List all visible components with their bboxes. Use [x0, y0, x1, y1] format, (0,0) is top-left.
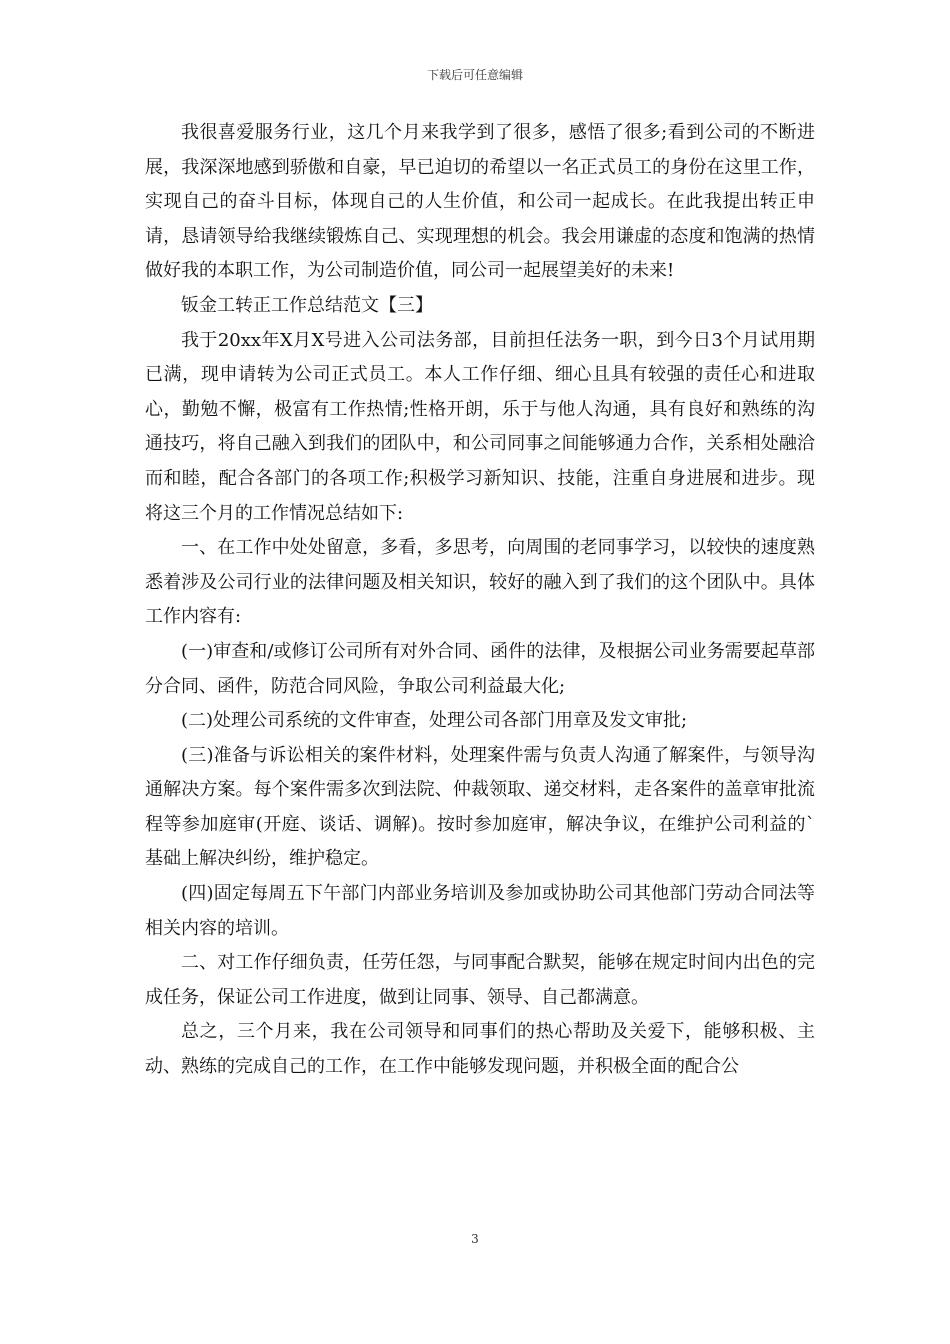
paragraph: 一、在工作中处处留意，多看，多思考，向周围的老同事学习，以较快的速度熟悉着涉及公司行业的法律问题及相关知识，较好的融入到了我们的这个团队中。具体工作内容有:: [145, 537, 815, 628]
paragraph: 二、对工作仔细负责，任劳任怨，与同事配合默契，能够在规定时间内出色的完成任务，保证公司工作进度，做到让同事、领导、自己都满意。: [145, 952, 815, 1008]
list-item: (四)固定每周五下午部门内部业务培训及参加或协助公司其他部门劳动合同法等相关内容的培训。: [145, 883, 815, 939]
paragraph: 总之，三个月来，我在公司领导和同事们的热心帮助及关爱下，能够积极、主动、熟练的完成自己的工作，在工作中能够发现问题，并积极全面的配合公: [145, 1021, 815, 1078]
page-header: 下载后可任意编辑: [426, 68, 523, 82]
section-heading: 钣金工转正工作总结范文【三】: [181, 294, 433, 316]
list-item: (三)准备与诉讼相关的案件材料，处理案件需与负责人沟通了解案件，与领导沟通解决方案。每个案件需多次到法院、仲裁领取、递交材料，走各案件的盖章审批流程等参加庭审(开庭、谈话、调解)。按时参加庭审，解决争议，在维护公司利益的`基础上解决纠纷，维护稳定。: [145, 744, 815, 870]
list-item: (一)审查和/或修订公司所有对外合同、函件的法律，及根据公司业务需要起草部分合同、函件，防范合同风险，争取公司利益最大化;: [145, 640, 815, 697]
page-number: 3: [471, 1232, 479, 1246]
document-body: [145, 116, 815, 1085]
paragraph: 我很喜爱服务行业，这几个月来我学到了很多，感悟了很多;看到公司的不断进展，我深深地感到骄傲和自豪，早已迫切的希望以一名正式员工的身份在这里工作，实现自己的奋斗目标，体现自己的人生价值，和公司一起成长。在此我提出转正申请，恳请领导给我继续锻炼自己、实现理想的机会。我会用谦虚的态度和饱满的热情做好我的本职工作，为公司制造价值，同公司一起展望美好的未来!: [145, 122, 815, 282]
list-item: (二)处理公司系统的文件审查，处理公司各部门用章及发文审批;: [181, 710, 688, 732]
paragraph: 我于20xx年X月X号进入公司法务部，目前担任法务一职，到今日3个月试用期已满，现申请转为公司正式员工。本人工作仔细、细心且具有较强的责任心和进取心，勤勉不懈，极富有工作热情;性格开朗，乐于与他人沟通，具有良好和熟练的沟通技巧，将自己融入到我们的团队中，和公司同事之间能够通力合作，关系相处融洽而和睦，配合各部门的各项工作;积极学习新知识、技能，注重自身进展和进步。现将这三个月的工作情况总结如下:: [145, 329, 815, 524]
